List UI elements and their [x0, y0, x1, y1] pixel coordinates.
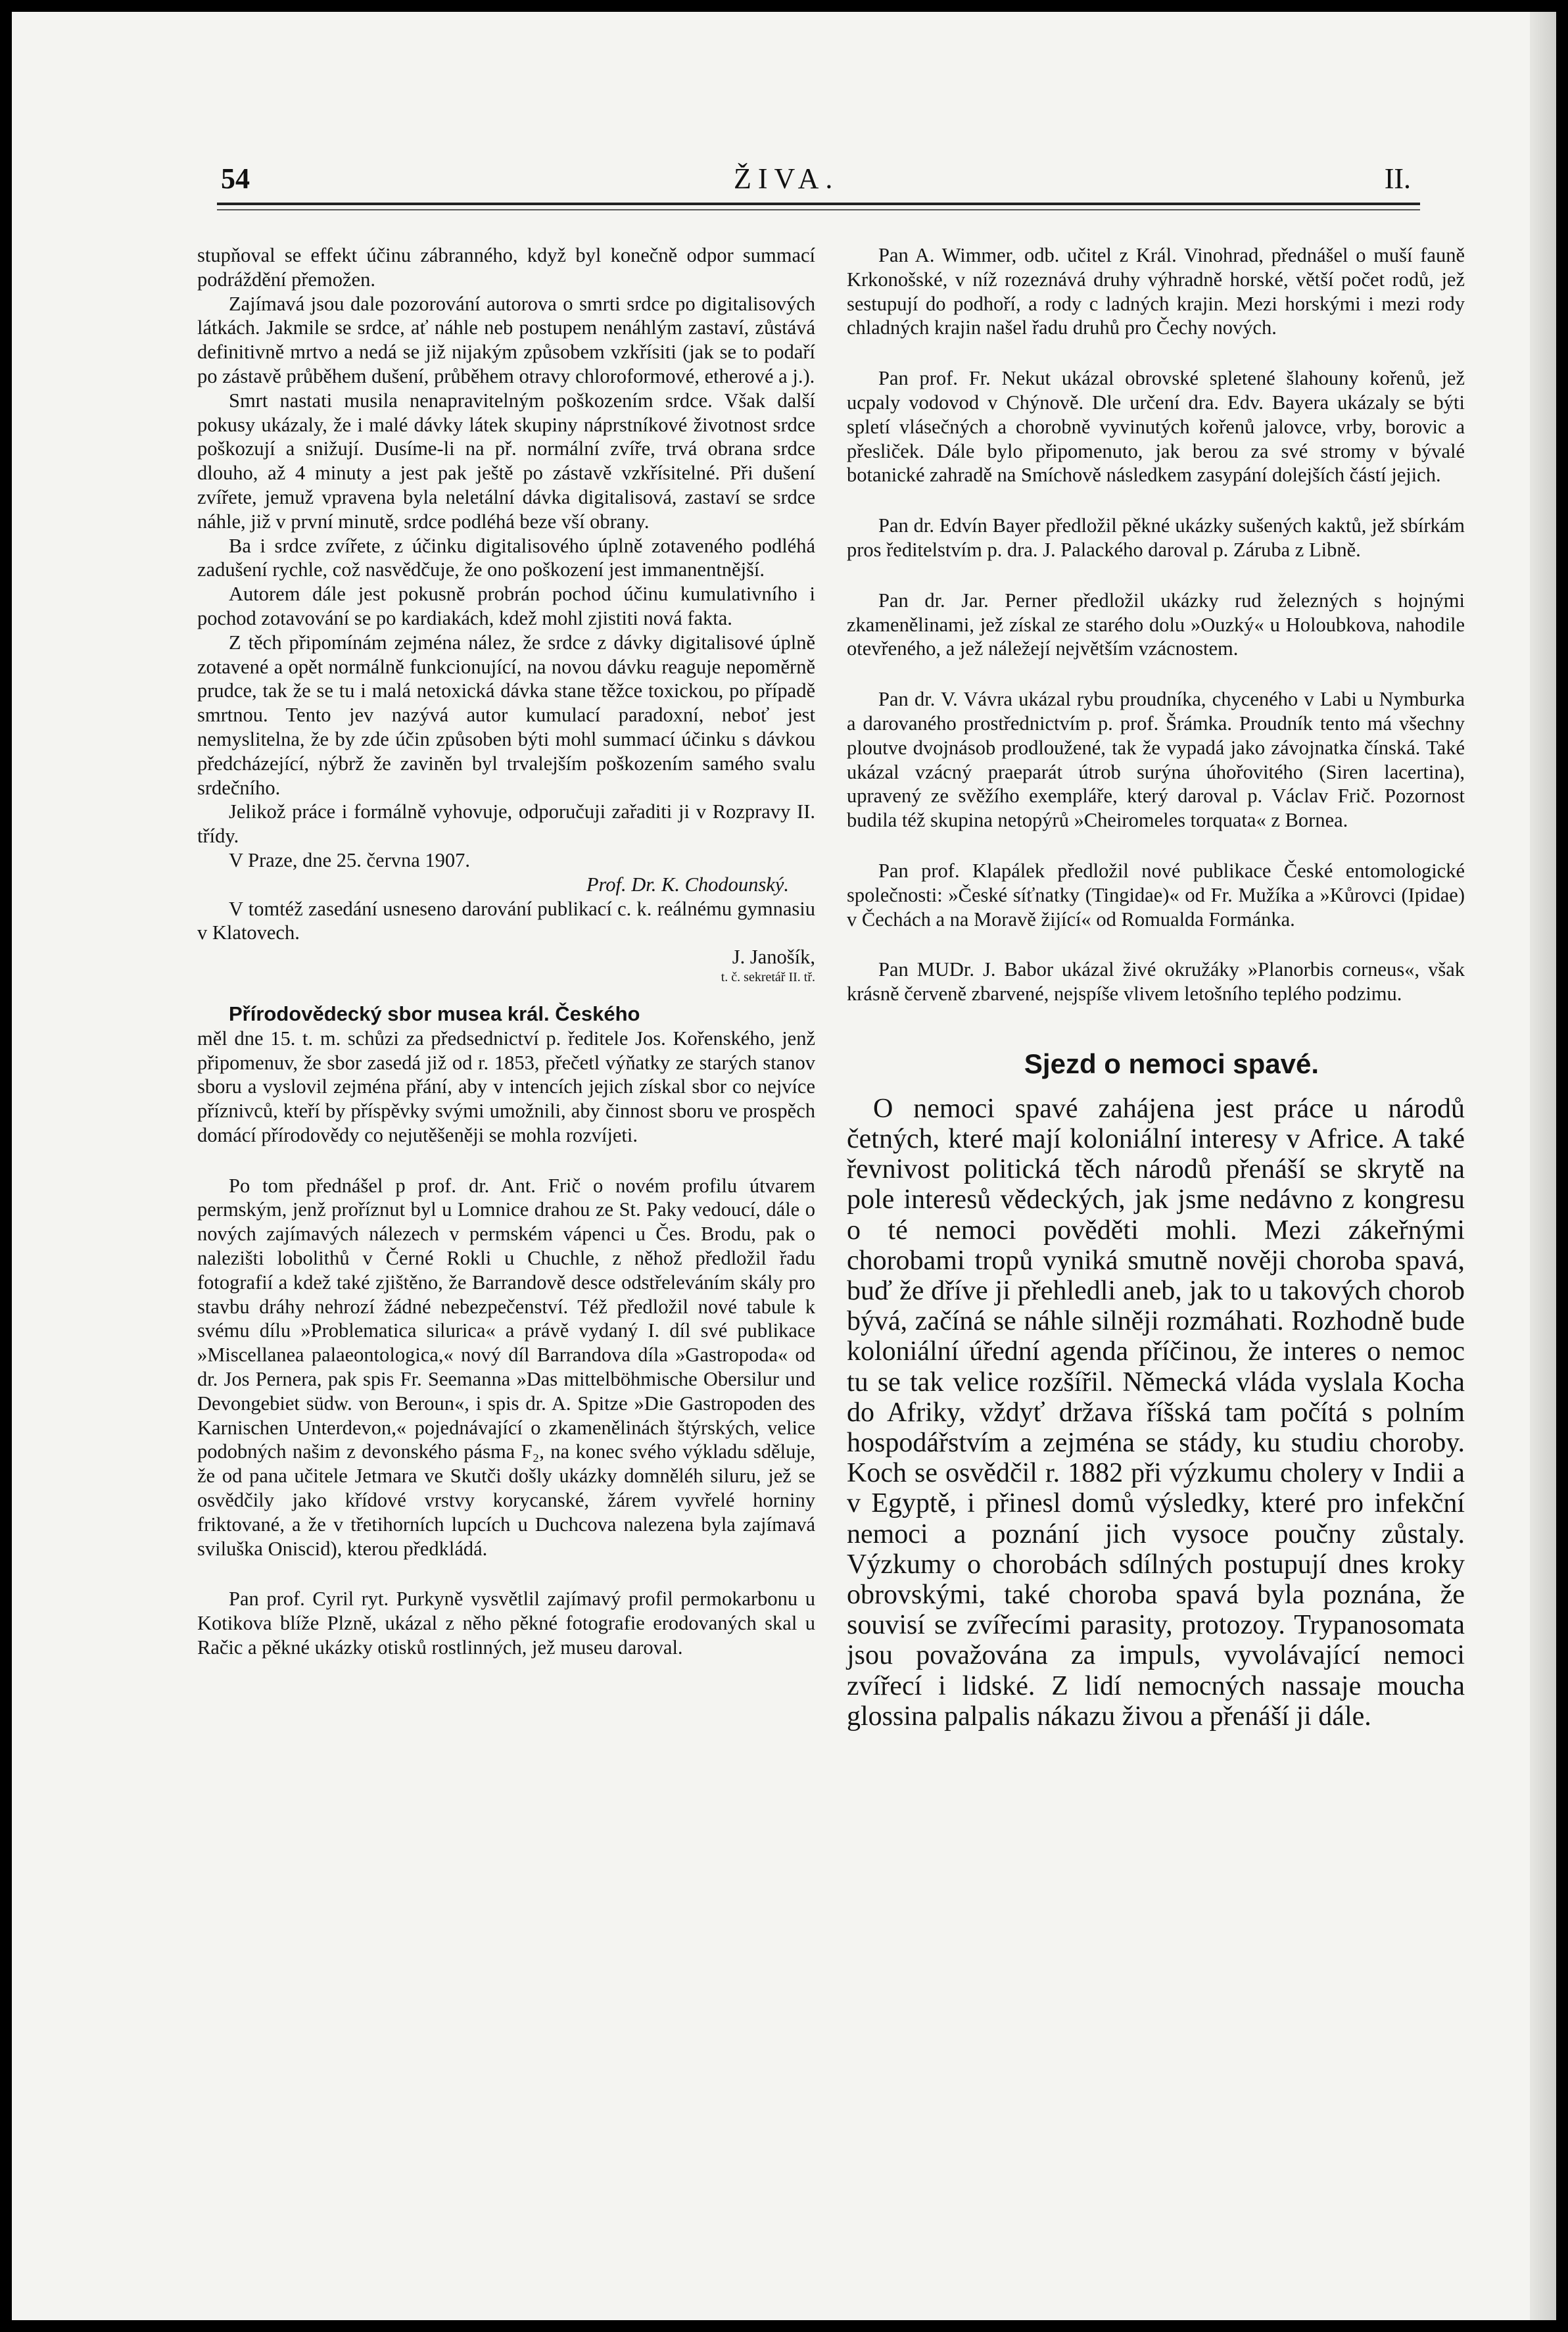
paragraph: Zajímavá jsou dale pozorování autorova o smrti srdce po digitalisových látkách. Jakmile se srdce, ať náhle neb postupem nenáhlým zastaví, zůstává definitivně mrtvo a nedá se již nijakým způsobem vzkřísiti (jak se to podaří po zástavě průběhem dušení, průběhem otravy chloroformové, etherové a j.).: [197, 292, 815, 387]
running-header: [221, 162, 1411, 208]
paragraph: Z těch připomínám zejména nález, že srdce z dávky digitalisové úplně zotavené a opět normálně funkcionující, na novou dávku reaguje nepoměrně prudce, tak že se tu i malá netoxická dávka stane těžce toxickou, po případě smrtnou. Tento jev nazývá autor kumulací paradoxní, neboť jest nemyslitelna, že by zde účin způsoben býti mohl summací účinku s dávkou předcházející, nýbrž že zaviněn byl trvalejším poškozením samého svalu srdečního.: [197, 631, 815, 799]
article-body: [847, 1094, 1465, 1732]
paragraph: Jelikož práce i formálně vyhovuje, odporučuji zařaditi ji v Rozpravy II. třídy.: [197, 800, 815, 848]
paragraph: Pan prof. Cyril ryt. Purkyně vysvětlil zajímavý profil permokarbonu u Kotikova blíže Plzně, ukázal z něho pěkné fotografie erodovaných skal u Račic a pěkné ukázky otisků rostlinných, jež museu daroval.: [197, 1588, 815, 1659]
signature: Prof. Dr. K. Chodounský.: [586, 873, 789, 896]
header-rule-thin: [217, 209, 1420, 210]
paragraph: měl dne 15. t. m. schůzi za předsednictví p. ředitele Jos. Kořenského, jenž připomenuv, že sbor zasedá již od r. 1853, přečetl výňatky ze starých stanov sboru a vyslovil zejména přání, aby v intencích jejich získal sbor co nejvíce příznivců, kteří by příspěvky svými umožnili, aby činnost sboru ve prospěch domácí přírodovědy co nejutěšeněji se mohla rozvíjeti.: [197, 1027, 815, 1146]
page-number: 54: [221, 162, 250, 195]
paragraph: Pan MUDr. J. Babor ukázal živé okružáky »Planorbis corneus«, však krásně červeně zbarvené, nejspíše vlivem letošního teplého podzimu.: [847, 958, 1465, 1006]
journal-title: ŽIVA.: [734, 162, 840, 195]
paragraph: Pan A. Wimmer, odb. učitel z Král. Vinohrad, přednášel o muší fauně Krkonošské, v níž rozeznává druhy výhradně horské, větší počet rodů, jež sestupují do podhoří, a rody c ladných krajin. Mezi horskými i mezi rody chladných krajin našel řadu druhů pro Čechy nových.: [847, 244, 1465, 339]
section-heading: Přírodovědecký sbor musea král. Českého: [229, 1002, 640, 1025]
paragraph: Ba i srdce zvířete, z účinku digitalisového úplně zotaveného podléhá zadušení rychle, což nasvědčuje, že ono poškození jest immanentnější.: [197, 534, 815, 581]
paragraph: Pan prof. Klapálek předložil nové publikace České entomologické společnosti: »České síťnatky (Tingidae)« od Fr. Mužíka a »Kůrovci (Ipidae) v Čechách a na Moravě žijící« od Romualda Formánka.: [847, 859, 1465, 931]
paragraph: Po tom přednášel p prof. dr. Ant. Frič o novém profilu útvarem permským, jenž proříznut byl u Lomnice drahou ze St. Paky vedoucí, dále o nových zajímavých nálezech v permském vápenci u Čes. Brodu, pak o nalezišti lobolithů v Černé Rokli u Chuchle, z něhož předložil řadu fotografií a kdež také zjištěno, že Barrandově desce odstřeleváním skály pro stavbu dráhy nehrozí žádné nebezpečenství. Též předložil nové tabule k svému dílu »Problematica silurica« a právě vydaný I. díl své publikace »Miscellanea palaeontologica,« nový díl Barrandova díla »Gastropoda« od dr. Jos Pernera, pak spis Fr. Seemanna »Das mittelböhmische Obersilur und Devongebiet südw. von Beroun«, i spis dr. A. Spitze »Die Gastropoden des Karnischen Unterdevon,« pojednávající o zkamenělinách štýrských, velice podobných našim z devonského pásma F₂, na konec svého výkladu sděluje, že od pana učitele Jetmara ve Skutči došly ukázky domněléh siluru, jež se osvědčily jako křídové vrstvy korycanské, žárem vyvřelé horniny friktované, a že v třetihorních lupcích u Duchcova nalezena byla zajímavá sviluška Oniscid), kterou předkládá.: [197, 1174, 815, 1560]
notice-signer-title: t. č. sekretář II. tř.: [721, 969, 815, 984]
left-column: [197, 243, 815, 1660]
paragraph: Pan dr. Edvín Bayer předložil pěkné ukázky sušených kaktů, jež sbírkám pros ředitelstvím p. dra. J. Palackého daroval p. Záruba z Libně.: [847, 514, 1465, 561]
notice-signer: J. Janošík,: [732, 946, 815, 969]
notice: V tomtéž zasedání usneseno darování publikací c. k. reálnému gymnasiu v Klatovech.: [197, 897, 815, 944]
page: [12, 12, 1556, 2320]
paragraph: Pan dr. V. Vávra ukázal rybu proudníka, chyceného v Labi u Nymburka a darovaného prostřednictvím p. prof. Šrámka. Proudník tento má všechny ploutve dvojnásob prodloužené, tak že vypadá jako závojnatka čínská. Také ukázal vzácný praeparát útrob surýna úhořovitého (Siren lacertina), upravený ze svěžího exempláře, který daroval p. Václav Frič. Pozornost budila též skupina netopýrů »Cheiromeles torquata« z Bornea.: [847, 688, 1465, 832]
header-rule: [217, 203, 1420, 205]
paragraph: O nemoci spavé zahájena jest práce u národů četných, které mají koloniální interesy v Africe. A také řevnivost politická těch národů přenáší se skrytě na pole interesů vědeckých, jak jsme nedávno z kongresu o té nemoci pověděti mohli. Mezi zákeřnými chorobami tropů vyniká smutně nověji choroba spavá, buď že dříve ji přehledli aneb, jak to u takových chorob bývá, začíná se náhle silněji rozmáhati. Rozhodně bude koloniální úřední agenda příčinou, že interes o nemoc tu se tak velice rozšířil. Německá vláda vyslala Kocha do Afriky, vždyť država říšská tam počítá s polním hospodářstvím a zejména se stády, ku studiu choroby. Koch se osvědčil r. 1882 při výzkumu cholery v Indii a v Egyptě, i přinesl domů výsledky, které pro infekční nemoci a poznání jich vysoce poučny zůstaly. Výzkumy o chorobách sdílných postupují dnes kroky obrovskými, také choroba spavá byla poznána, že souvisí se zvířecími parasity, protozoy. Trypanosomata jsou považována za impuls, vyvolávající nemoci zvířecí i lidské. Z lidí nemocných nassaje moucha glossina palpalis nákazu živou a přenáší ji dále.: [847, 1093, 1465, 1732]
paragraph: Smrt nastati musila nenapravitelným poškozením srdce. Však další pokusy ukázaly, že i malé dávky látek skupiny náprstníkové životnost srdce poškozují a snižují. Dusíme-li na př. normální zvíře, trvá obrana srdce dlouho, až 4 minuty a jest pak ještě po zástavě vzkřísitelné. Při dušení zvířete, jemuž vpravena byla neletální dávka digitalisová, zastaví se srdce náhle, již v první minutě, srdce podléhá beze vší obrany.: [197, 389, 815, 533]
paragraph: stupňoval se effekt účinu zábranného, když byl konečně odpor summací podráždění přemožen.: [197, 244, 815, 291]
paragraph: Pan prof. Fr. Nekut ukázal obrovské spletené šlahouny kořenů, jež ucpaly vodovod v Chýnově. Dle určení dra. Edv. Bayera ukázaly se býti spletí vlásečných a chorobně vyvinutých kořenů jalovce, vrby, borovic a přesliček. Dále bylo připomenuto, jak berou za své stromy v bývalé botanické zahradě na Smíchově následkem zasypání dolejších částí jejich.: [847, 367, 1465, 487]
volume-number: II.: [1384, 162, 1411, 195]
page-edge: [1530, 12, 1556, 2320]
right-column: [847, 243, 1465, 1732]
paragraph: Pan dr. Jar. Perner předložil ukázky rud železných s hojnými zkamenělinami, jež získal ze starého dolu »Ouzký« u Holoubkova, nahodile otevřeného, a jež náležejí největším vzácnostem.: [847, 589, 1465, 660]
paragraph: Autorem dále jest pokusně probrán pochod účinu kumulativního i pochod zotavování se po kardiakách, kdež mohl zjistiti nová fakta.: [197, 583, 815, 629]
article-title: Sjezd o nemoci spavé.: [1024, 1048, 1319, 1079]
date-line: V Praze, dne 25. června 1907.: [229, 848, 471, 871]
